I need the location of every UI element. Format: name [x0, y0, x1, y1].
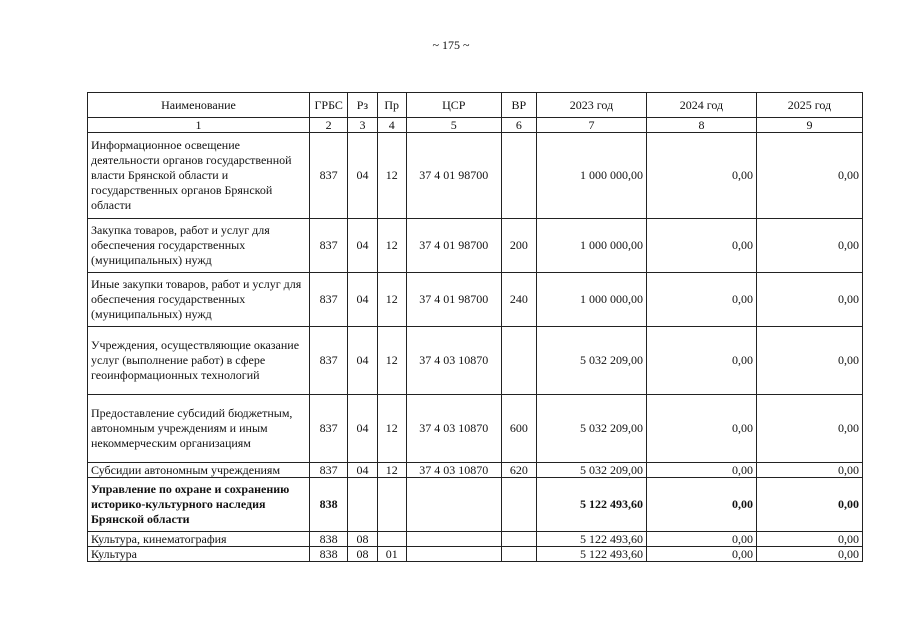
column-number: 1	[88, 118, 310, 133]
row-2024: 0,00	[646, 463, 756, 478]
column-number: 9	[756, 118, 862, 133]
header-2025: 2025 год	[756, 93, 862, 118]
row-grbs: 837	[310, 463, 348, 478]
row-2023: 1 000 000,00	[537, 273, 647, 327]
row-2024: 0,00	[646, 273, 756, 327]
row-2023: 5 032 209,00	[537, 327, 647, 395]
row-rz	[348, 478, 377, 532]
row-csr	[406, 532, 501, 547]
header-grbs: ГРБС	[310, 93, 348, 118]
row-name: Управление по охране и сохранению историко-культурного наследия Брянской области	[88, 478, 310, 532]
row-2025: 0,00	[756, 219, 862, 273]
row-vr	[501, 327, 536, 395]
row-2025: 0,00	[756, 547, 862, 562]
row-grbs: 837	[310, 273, 348, 327]
row-2025: 0,00	[756, 395, 862, 463]
row-2023: 5 122 493,60	[537, 478, 647, 532]
header-row	[88, 93, 863, 118]
row-csr: 37 4 03 10870	[406, 395, 501, 463]
row-2025: 0,00	[756, 532, 862, 547]
row-pr: 12	[377, 463, 406, 478]
row-grbs: 838	[310, 532, 348, 547]
row-csr	[406, 478, 501, 532]
row-name: Предоставление субсидий бюджетным, автономным учреждениям и иным некоммерческим организациям	[88, 395, 310, 463]
row-csr: 37 4 03 10870	[406, 327, 501, 395]
row-name: Учреждения, осуществляющие оказание услуг (выполнение работ) в сфере геоинформационных технологий	[88, 327, 310, 395]
column-number: 6	[501, 118, 536, 133]
table-row	[88, 133, 863, 219]
row-grbs: 837	[310, 219, 348, 273]
row-2025: 0,00	[756, 463, 862, 478]
row-grbs: 838	[310, 547, 348, 562]
row-2023: 1 000 000,00	[537, 133, 647, 219]
row-csr: 37 4 01 98700	[406, 219, 501, 273]
row-2024: 0,00	[646, 219, 756, 273]
row-name: Иные закупки товаров, работ и услуг для обеспечения государственных (муниципальных) нужд	[88, 273, 310, 327]
row-pr	[377, 478, 406, 532]
column-number-row	[88, 118, 863, 133]
row-csr: 37 4 01 98700	[406, 133, 501, 219]
row-rz: 04	[348, 395, 377, 463]
row-2023: 5 122 493,60	[537, 532, 647, 547]
row-2025: 0,00	[756, 273, 862, 327]
row-pr: 12	[377, 273, 406, 327]
row-2024: 0,00	[646, 133, 756, 219]
row-2024: 0,00	[646, 532, 756, 547]
table-row	[88, 395, 863, 463]
header-vr: ВР	[501, 93, 536, 118]
header-rz: Рз	[348, 93, 377, 118]
row-rz: 04	[348, 219, 377, 273]
row-2025: 0,00	[756, 133, 862, 219]
row-name: Субсидии автономным учреждениям	[88, 463, 310, 478]
row-name: Информационное освещение деятельности органов государственной власти Брянской области и государственных органов Брянской области	[88, 133, 310, 219]
row-rz: 08	[348, 532, 377, 547]
row-pr: 12	[377, 219, 406, 273]
row-name: Культура	[88, 547, 310, 562]
row-vr	[501, 478, 536, 532]
row-2024: 0,00	[646, 547, 756, 562]
row-name: Закупка товаров, работ и услуг для обеспечения государственных (муниципальных) нужд	[88, 219, 310, 273]
row-csr: 37 4 03 10870	[406, 463, 501, 478]
row-2023: 5 032 209,00	[537, 463, 647, 478]
row-pr: 12	[377, 327, 406, 395]
row-vr	[501, 133, 536, 219]
table-row	[88, 219, 863, 273]
row-grbs: 837	[310, 395, 348, 463]
row-2023: 5 122 493,60	[537, 547, 647, 562]
row-rz: 04	[348, 463, 377, 478]
header-2023: 2023 год	[537, 93, 647, 118]
page-number: ~ 175 ~	[432, 38, 470, 52]
column-number: 4	[377, 118, 406, 133]
header-csr: ЦСР	[406, 93, 501, 118]
column-number: 7	[537, 118, 647, 133]
row-pr: 12	[377, 133, 406, 219]
row-pr: 12	[377, 395, 406, 463]
row-csr: 37 4 01 98700	[406, 273, 501, 327]
row-2023: 1 000 000,00	[537, 219, 647, 273]
row-grbs: 838	[310, 478, 348, 532]
column-number: 3	[348, 118, 377, 133]
row-vr: 620	[501, 463, 536, 478]
row-rz: 08	[348, 547, 377, 562]
header-pr: Пр	[377, 93, 406, 118]
row-2024: 0,00	[646, 478, 756, 532]
row-rz: 04	[348, 273, 377, 327]
table-row	[88, 547, 863, 562]
row-csr	[406, 547, 501, 562]
row-vr: 240	[501, 273, 536, 327]
row-grbs: 837	[310, 327, 348, 395]
table-row	[88, 478, 863, 532]
header-2024: 2024 год	[646, 93, 756, 118]
row-pr	[377, 532, 406, 547]
table-row	[88, 273, 863, 327]
table-row	[88, 327, 863, 395]
column-number: 2	[310, 118, 348, 133]
budget-table	[87, 92, 863, 562]
row-name: Культура, кинематография	[88, 532, 310, 547]
row-pr: 01	[377, 547, 406, 562]
column-number: 8	[646, 118, 756, 133]
row-2025: 0,00	[756, 478, 862, 532]
row-2025: 0,00	[756, 327, 862, 395]
row-vr: 600	[501, 395, 536, 463]
table-row	[88, 463, 863, 478]
row-2023: 5 032 209,00	[537, 395, 647, 463]
row-vr	[501, 547, 536, 562]
row-vr	[501, 532, 536, 547]
header-name: Наименование	[88, 93, 310, 118]
row-rz: 04	[348, 133, 377, 219]
column-number: 5	[406, 118, 501, 133]
table-row	[88, 532, 863, 547]
row-grbs: 837	[310, 133, 348, 219]
row-vr: 200	[501, 219, 536, 273]
row-2024: 0,00	[646, 327, 756, 395]
row-rz: 04	[348, 327, 377, 395]
row-2024: 0,00	[646, 395, 756, 463]
